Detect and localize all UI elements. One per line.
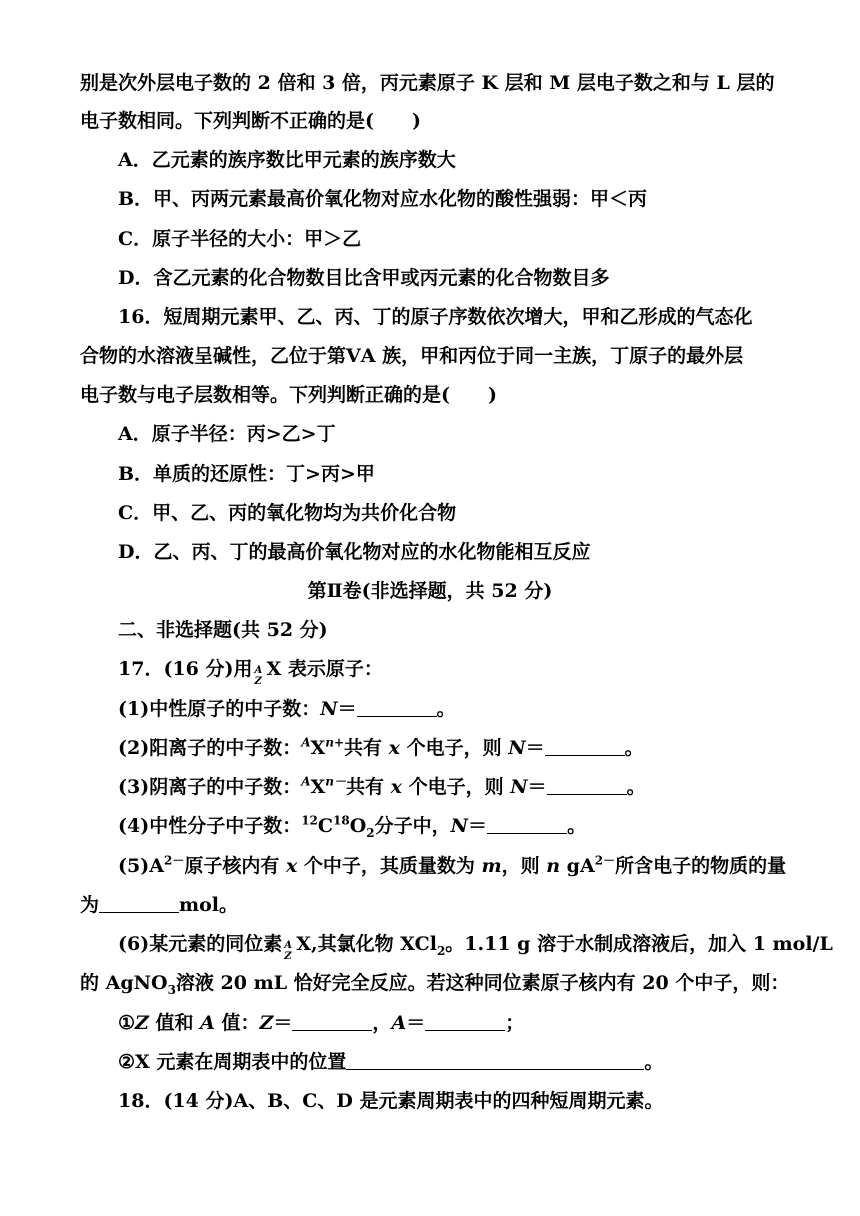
q17-part-6c bbox=[118, 1010, 524, 1036]
q16-stem-line-3: 电子数与电子层数相等。下列判断正确的是( ) bbox=[80, 384, 497, 406]
period: 。 bbox=[644, 1051, 664, 1073]
q17-p5-pre: (5)A bbox=[118, 855, 164, 877]
period: 。 bbox=[626, 776, 646, 798]
answer-blank[interactable] bbox=[357, 696, 437, 717]
q17-part-1 bbox=[118, 696, 456, 722]
sub-2: 2 bbox=[436, 943, 446, 958]
isotope-mass: A bbox=[284, 940, 292, 951]
q17-p2-pre: (2)阳离子的中子数： bbox=[118, 737, 302, 759]
isotope-mass: A bbox=[254, 665, 263, 676]
comma: ， bbox=[372, 1012, 392, 1034]
q17-p2-mid: 共有 bbox=[344, 737, 389, 759]
q16-option-c: C．甲、乙、丙的氧化物均为共价化合物 bbox=[118, 502, 457, 524]
var-x: x bbox=[390, 776, 402, 798]
symbol-o: O bbox=[349, 815, 367, 837]
q17-p5-mid3: ，则 bbox=[501, 855, 547, 877]
var-n: N bbox=[510, 776, 528, 798]
q15-option-c: C．原子半径的大小：甲＞乙 bbox=[118, 228, 362, 250]
q17-part-6d bbox=[118, 1049, 663, 1075]
q15-option-a: A．乙元素的族序数比甲元素的族序数大 bbox=[118, 149, 456, 171]
answer-blank-position[interactable] bbox=[346, 1049, 644, 1070]
section-subtitle: 二、非选择题(共 52 分) bbox=[118, 619, 328, 641]
q17-part-5b bbox=[80, 892, 238, 918]
q16-stem-line-1: 16．短周期元素甲、乙、丙、丁的原子序数依次增大，甲和乙形成的气态化 bbox=[118, 306, 753, 328]
var-x: x bbox=[285, 855, 298, 877]
sup-n-plus: n+ bbox=[325, 735, 345, 750]
symbol-x: X bbox=[310, 737, 326, 759]
equals: ＝ bbox=[273, 1012, 293, 1034]
period: 。 bbox=[436, 698, 456, 720]
q17-p3-post: 个电子，则 bbox=[401, 776, 511, 798]
var-z: Z bbox=[135, 1012, 149, 1034]
q17-head bbox=[118, 656, 383, 687]
q15-option-d: D．含乙元素的化合物数目比含甲或丙元素的化合物数目多 bbox=[118, 267, 610, 289]
equals: ＝ bbox=[468, 815, 488, 837]
q17-p5b-post: mol。 bbox=[179, 894, 239, 916]
q17-p6d-pre: ②X 元素在周期表中的位置 bbox=[118, 1051, 347, 1073]
period: 。 bbox=[624, 737, 644, 759]
isotope-number: Z bbox=[254, 676, 262, 687]
q17-p1-pre: (1)中性原子的中子数： bbox=[118, 698, 321, 720]
q16-stem-line-2: 合物的水溶液呈碱性，乙位于第ⅤA 族，甲和丙位于同一主族，丁原子的最外层 bbox=[80, 345, 744, 367]
var-n: N bbox=[320, 698, 338, 720]
q17-p4-post: 分子中， bbox=[374, 815, 451, 837]
symbol-c: C bbox=[317, 815, 334, 837]
q17-p3-pre: (3)阴离子的中子数： bbox=[118, 776, 302, 798]
q17-p6-mid: ,其氯化物 XCl bbox=[310, 933, 437, 955]
sub-2: 2 bbox=[366, 825, 375, 840]
var-m: m bbox=[481, 855, 502, 877]
equals: ＝ bbox=[337, 698, 357, 720]
q15-option-b: B．甲、丙两元素最高价氧化物对应水化物的酸性强弱：甲＜丙 bbox=[118, 188, 648, 210]
semicolon: ； bbox=[505, 1012, 525, 1034]
q17-p6b-pre: 的 AgNO bbox=[80, 972, 168, 994]
q16-option-d: D．乙、丙、丁的最高价氧化物对应的水化物能相互反应 bbox=[118, 541, 591, 563]
q17-part-2 bbox=[118, 735, 644, 761]
var-x: x bbox=[388, 737, 400, 759]
equals: ＝ bbox=[525, 737, 545, 759]
var-z: Z bbox=[259, 1012, 274, 1034]
equals: ＝ bbox=[527, 776, 547, 798]
section-title: 第Ⅱ卷(非选择题，共 52 分) bbox=[307, 580, 553, 602]
q17-p6-pre: (6)某元素的同位素 bbox=[118, 933, 283, 955]
q17-p6c-pre: ① bbox=[118, 1012, 136, 1034]
q17-p5-mid2: 个中子，其质量数为 bbox=[297, 855, 482, 877]
sup-a: A bbox=[301, 774, 311, 789]
q17-p6-post: 。1.11 g 溶于水制成溶液后，加入 1 mol/L bbox=[445, 933, 833, 955]
q17-p4-pre: (4)中性分子中子数： bbox=[118, 815, 302, 837]
q17-part-4 bbox=[118, 813, 586, 839]
equals: ＝ bbox=[406, 1012, 426, 1034]
period: 。 bbox=[567, 815, 587, 837]
sup-12: 12 bbox=[301, 813, 318, 828]
answer-blank-a[interactable] bbox=[425, 1010, 505, 1031]
answer-blank[interactable] bbox=[545, 735, 625, 756]
var-n-lower: n bbox=[546, 855, 561, 877]
isotope-notation bbox=[282, 936, 296, 962]
var-n: N bbox=[508, 737, 526, 759]
q17-p6c-mid2: 值： bbox=[214, 1012, 260, 1034]
q17-head-pre: 17．(16 分)用 bbox=[118, 658, 253, 680]
isotope-number: Z bbox=[284, 951, 292, 962]
q16-option-a: A．原子半径：丙>乙>丁 bbox=[118, 423, 336, 445]
answer-blank[interactable] bbox=[487, 813, 567, 834]
q16-option-b: B．单质的还原性：丁>丙>甲 bbox=[118, 463, 375, 485]
q17-p5-post: 所含电子的物质的量 bbox=[615, 855, 787, 877]
q17-part-6 bbox=[118, 931, 833, 962]
isotope-symbol: X bbox=[266, 658, 282, 680]
q17-p6c-mid: 值和 bbox=[148, 1012, 201, 1034]
q17-p3-mid: 共有 bbox=[346, 776, 391, 798]
q17-part-6b bbox=[80, 970, 789, 996]
sup-2-minus: 2－ bbox=[163, 853, 185, 868]
q17-p5-mid1: 原子核内有 bbox=[184, 855, 286, 877]
q17-p5-mid4: gA bbox=[560, 855, 595, 877]
q15-stem-line-2: 电子数相同。下列判断不正确的是( ) bbox=[80, 110, 421, 132]
sup-2-minus: 2－ bbox=[594, 853, 616, 868]
q18-head: 18．(14 分)A、B、C、D 是元素周期表中的四种短周期元素。 bbox=[118, 1090, 664, 1112]
q15-stem-line-1: 别是次外层电子数的 2 倍和 3 倍，丙元素原子 K 层和 M 层电子数之和与 L 层的 bbox=[80, 72, 775, 94]
q17-p5b-pre: 为 bbox=[80, 894, 100, 916]
q17-part-5 bbox=[118, 853, 786, 879]
q17-p6b-post: 溶液 20 mL 恰好完全反应。若这种同位素原子核内有 20 个中子，则： bbox=[175, 972, 790, 994]
q17-part-3 bbox=[118, 774, 646, 800]
answer-blank[interactable] bbox=[99, 892, 179, 913]
var-a: A bbox=[200, 1012, 215, 1034]
symbol-x: X bbox=[310, 776, 326, 798]
answer-blank[interactable] bbox=[547, 774, 627, 795]
sup-n-minus: n－ bbox=[325, 774, 346, 789]
q17-p2-post: 个电子，则 bbox=[400, 737, 509, 759]
isotope-notation bbox=[252, 661, 266, 687]
sup-a: A bbox=[301, 735, 311, 750]
isotope-symbol: X bbox=[296, 933, 311, 955]
var-a: A bbox=[391, 1012, 407, 1034]
answer-blank-z[interactable] bbox=[292, 1010, 372, 1031]
sup-18: 18 bbox=[333, 813, 350, 828]
sub-3: 3 bbox=[167, 982, 176, 997]
q17-head-post: 表示原子： bbox=[281, 658, 383, 680]
var-n: N bbox=[450, 815, 469, 837]
